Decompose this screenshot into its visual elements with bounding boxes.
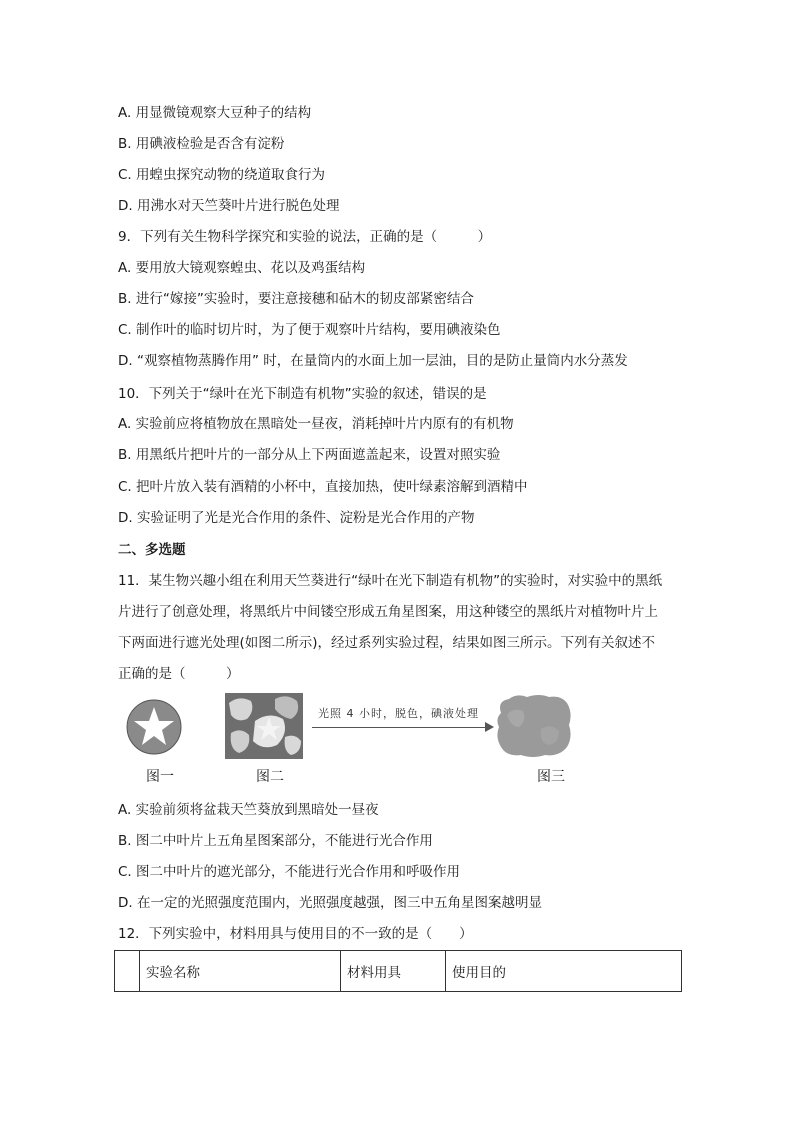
question-11-line-4: 正确的是（ ） xyxy=(118,666,240,682)
q9-option-c: C. 制作叶的临时切片时，为了便于观察叶片结构，要用碘液染色 xyxy=(118,322,501,338)
q11-option-a: A. 实验前须将盆栽天竺葵放到黑暗处一昼夜 xyxy=(118,802,379,818)
q11-option-c: C. 图二中叶片的遮光部分，不能进行光合作用和呼吸作用 xyxy=(118,864,461,880)
arrow-line xyxy=(312,727,490,728)
question-11-line-2: 片进行了创意处理，将黑纸片中间镂空形成五角星图案，用这种镂空的黑纸片对植物叶片上 xyxy=(118,604,658,620)
question-12: 12．下列实验中，材料用具与使用目的不一致的是（ ） xyxy=(118,926,473,942)
q8-option-c: C. 用蝗虫探究动物的绕道取食行为 xyxy=(118,167,326,183)
arrow-caption: 光照 4 小时，脱色，碘液处理 xyxy=(318,707,479,720)
process-arrow xyxy=(312,705,492,735)
q10-option-b: B. 用黑纸片把叶片的一部分从上下两面遮盖起来，设置对照实验 xyxy=(118,447,501,463)
question-9: 9．下列有关生物科学探究和实验的说法，正确的是（ ） xyxy=(118,229,492,245)
figure-2-leaf-image xyxy=(225,693,303,759)
figure-3-result-leaf xyxy=(493,693,573,759)
q10-option-a: A. 实验前应将植物放在黑暗处一昼夜，消耗掉叶片内原有的有机物 xyxy=(118,416,514,432)
q8-option-b: B. 用碘液检验是否含有淀粉 xyxy=(118,136,285,152)
figure-1-label: 图一 xyxy=(146,769,174,785)
q10-option-c: C. 把叶片放入装有酒精的小杯中，直接加热，使叶绿素溶解到酒精中 xyxy=(118,479,528,495)
experiment-table xyxy=(114,950,682,992)
figure-1-star-circle xyxy=(126,699,182,755)
table-header-purpose: 使用目的 xyxy=(446,951,682,992)
q8-option-d: D. 用沸水对天竺葵叶片进行脱色处理 xyxy=(118,198,340,214)
question-10: 10．下列关于“绿叶在光下制造有机物”实验的叙述，错误的是 xyxy=(118,386,487,402)
q11-option-b: B. 图二中叶片上五角星图案部分，不能进行光合作用 xyxy=(118,833,433,849)
section-title-multiple-choice: 二、多选题 xyxy=(118,542,186,558)
table-row xyxy=(115,951,682,992)
q9-option-b: B. 进行“嫁接”实验时，要注意接穗和砧木的韧皮部紧密结合 xyxy=(118,291,474,307)
question-11-line-1: 11．某生物兴趣小组在利用天竺葵进行“绿叶在光下制造有机物”的实验时，对实验中的黑纸 xyxy=(118,573,663,589)
q11-option-d: D. 在一定的光照强度范围内，光照强度越强，图三中五角星图案越明显 xyxy=(118,895,542,911)
q9-option-d: D. “观察植物蒸腾作用” 时，在量筒内的水面上加一层油，目的是防止量筒内水分蒸发 xyxy=(118,353,628,369)
question-11-line-3: 下两面进行遮光处理(如图二所示)，经过系列实验过程，结果如图三所示。下列有关叙述不 xyxy=(118,635,656,651)
figure-3-label: 图三 xyxy=(537,769,565,785)
figure-2-label: 图二 xyxy=(256,769,284,785)
table-header-materials: 材料用具 xyxy=(341,951,446,992)
table-header-index xyxy=(115,951,140,992)
q10-option-d: D. 实验证明了光是光合作用的条件、淀粉是光合作用的产物 xyxy=(118,510,475,526)
q9-option-a: A. 要用放大镜观察蝗虫、花以及鸡蛋结构 xyxy=(118,260,366,276)
table-header-experiment-name: 实验名称 xyxy=(140,951,341,992)
q8-option-a: A. 用显微镜观察大豆种子的结构 xyxy=(118,105,312,121)
